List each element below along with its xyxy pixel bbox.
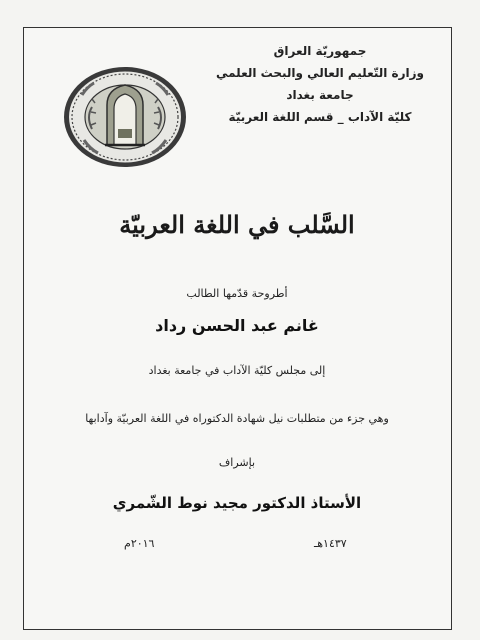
gregorian-date: ٢٠١٦م	[124, 537, 155, 550]
presented-by-line: أطروحة قدّمها الطالب	[186, 287, 288, 300]
supervisor-name: الأستاذ الدكتور مجيد نوط الشّمري	[112, 494, 362, 512]
supervision-label: بإشراف	[218, 456, 256, 469]
council-line: إلى مجلس كليّة الآداب في جامعة بغداد	[148, 364, 326, 377]
header-ministry: وزارة التّعليم العالي والبحث العلمي	[215, 66, 425, 80]
header-university: جامعة بغداد	[286, 88, 354, 102]
header-country: جمهوريّة العراق	[273, 44, 367, 58]
university-of-baghdad-seal-icon	[62, 65, 188, 169]
institution-header	[200, 40, 440, 128]
hijri-date: ١٤٣٧هـ	[314, 537, 347, 550]
degree-requirement-line: وهي جزء من متطلبات نيل شهادة الدكتوراه في اللغة العربيّة وآدابها	[85, 412, 389, 425]
thesis-title: السَّلب في اللغة العربيّة	[119, 210, 355, 239]
header-college-department: كليّة الآداب _ قسم اللغة العربيّة	[228, 110, 412, 124]
student-name: غانم عبد الحسن رداد	[155, 316, 319, 335]
